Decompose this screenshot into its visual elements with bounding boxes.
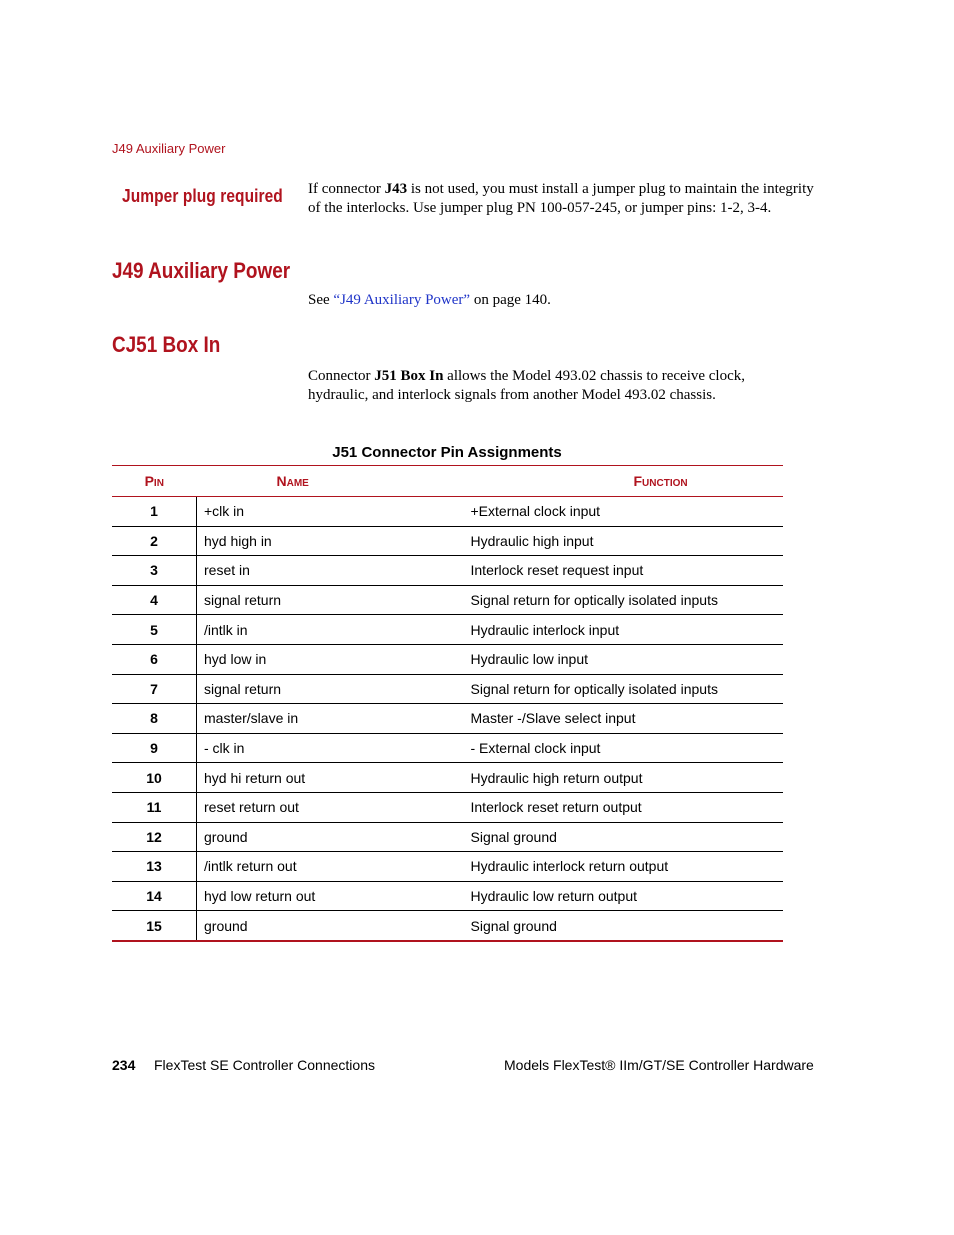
pin-cell: 14 [112, 881, 197, 911]
cj51-paragraph [308, 367, 778, 404]
pin-cell: 2 [112, 526, 197, 556]
function-cell: Signal return for optically isolated inputs [471, 585, 784, 615]
function-cell: Hydraulic interlock return output [471, 852, 784, 882]
pin-cell: 4 [112, 585, 197, 615]
col-header-function: Function [471, 466, 784, 497]
table-row [112, 615, 783, 645]
section-heading-cj51: CJ51 Box In [112, 332, 221, 357]
pin-assignments-table [112, 465, 783, 942]
table-caption: J51 Connector Pin Assignments [332, 444, 562, 461]
function-cell: Master -/Slave select input [471, 704, 784, 734]
name-cell: signal return [197, 585, 471, 615]
function-cell: +External clock input [471, 497, 784, 527]
function-cell: Hydraulic interlock input [471, 615, 784, 645]
col-header-name: Name [197, 466, 471, 497]
table-header-row [112, 466, 783, 497]
function-cell: Hydraulic high input [471, 526, 784, 556]
cj51-text-1: Connector [308, 368, 375, 384]
name-cell: hyd low in [197, 644, 471, 674]
cross-reference-link[interactable]: “J49 Auxiliary Power” [333, 292, 471, 308]
cj51-connector: J51 Box In [374, 368, 444, 384]
pin-cell: 8 [112, 704, 197, 734]
function-cell: Interlock reset request input [471, 556, 784, 586]
table-row [112, 644, 783, 674]
pin-cell: 13 [112, 852, 197, 882]
table-row [112, 852, 783, 882]
pin-cell: 15 [112, 911, 197, 941]
function-cell: Hydraulic low return output [471, 881, 784, 911]
jumper-paragraph [308, 180, 818, 217]
jumper-connector: J43 [384, 181, 408, 197]
table-row [112, 822, 783, 852]
pin-cell: 5 [112, 615, 197, 645]
function-cell: Signal ground [471, 911, 784, 941]
function-cell: Hydraulic high return output [471, 763, 784, 793]
page-number: 234 [112, 1057, 136, 1073]
function-cell: Hydraulic low input [471, 644, 784, 674]
pin-cell: 9 [112, 733, 197, 763]
name-cell: hyd hi return out [197, 763, 471, 793]
footer-book-title: Models FlexTest® IIm/GT/SE Controller Hardware [504, 1057, 814, 1073]
name-cell: hyd low return out [197, 881, 471, 911]
function-cell: - External clock input [471, 733, 784, 763]
function-cell: Interlock reset return output [471, 792, 784, 822]
pin-cell: 10 [112, 763, 197, 793]
function-cell: Signal return for optically isolated inputs [471, 674, 784, 704]
pin-cell: 6 [112, 644, 197, 674]
table-row [112, 911, 783, 941]
pin-cell: 3 [112, 556, 197, 586]
name-cell: hyd high in [197, 526, 471, 556]
table-row [112, 674, 783, 704]
pin-cell: 1 [112, 497, 197, 527]
table-row [112, 497, 783, 527]
function-cell: Signal ground [471, 822, 784, 852]
cj51-text-2: allows the Model 493.02 chassis to receive clock, hydraulic, and interlock signals from another Model 493.02 chassis. [308, 368, 746, 403]
name-cell: +clk in [197, 497, 471, 527]
name-cell: ground [197, 822, 471, 852]
name-cell: master/slave in [197, 704, 471, 734]
pin-cell: 12 [112, 822, 197, 852]
name-cell: ground [197, 911, 471, 941]
table-row [112, 763, 783, 793]
table-row [112, 792, 783, 822]
name-cell: signal return [197, 674, 471, 704]
name-cell: /intlk return out [197, 852, 471, 882]
table-row [112, 704, 783, 734]
name-cell: reset return out [197, 792, 471, 822]
name-cell: - clk in [197, 733, 471, 763]
see-text: See [308, 292, 334, 308]
jumper-text-1: If connector [308, 181, 385, 197]
name-cell: /intlk in [197, 615, 471, 645]
table-row [112, 556, 783, 586]
table-row [112, 526, 783, 556]
jumper-text-2: is not used, you must install a jumper plug to maintain the integrity of the interlocks. Use jumper plug PN 100-057-245, or jumper pins: 1-2, 3-4. [308, 181, 814, 216]
table-row [112, 585, 783, 615]
col-header-pin: Pin [112, 466, 197, 497]
pin-cell: 11 [112, 792, 197, 822]
pin-cell: 7 [112, 674, 197, 704]
see-paragraph [308, 291, 818, 310]
table-row [112, 881, 783, 911]
running-header: J49 Auxiliary Power [112, 141, 226, 156]
side-heading: Jumper plug required [122, 186, 283, 206]
see-after-text: on page 140. [470, 292, 551, 308]
table-row [112, 733, 783, 763]
name-cell: reset in [197, 556, 471, 586]
footer-section: FlexTest SE Controller Connections [154, 1057, 375, 1073]
section-heading-j49: J49 Auxiliary Power [112, 258, 291, 283]
